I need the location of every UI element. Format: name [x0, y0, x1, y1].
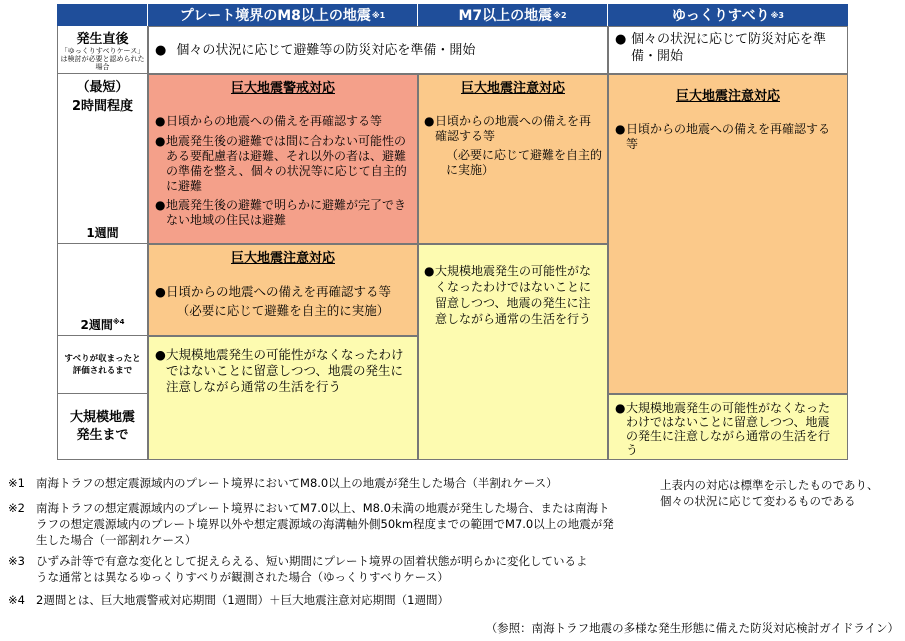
- row-label-2weeks-wrap: [57, 316, 148, 333]
- m7-normal-text: 大規模地震発生の可能性がなくなったわけではないことに留意しつつ、地震の発生に注意しながら通常の生活を行う: [435, 264, 592, 326]
- cell-m8-warning: [148, 74, 418, 244]
- footnote-1: [8, 475, 608, 491]
- row-label-2h-1w: [57, 74, 148, 244]
- side-note: 上表内の対応は標準を示したものであり、個々の状況に応じて変わるものである: [660, 478, 879, 508]
- cell-slow-normal: [608, 394, 848, 460]
- bullet: ●: [424, 264, 435, 278]
- m8-normal-text: 大規模地震発生の可能性がなくなったわけではないことに留意しつつ、地震の発生に注意しながら通常の生活を行う: [166, 347, 404, 394]
- slow-normal-item: [615, 401, 841, 457]
- m8-warning-title: 巨大地震警戒対応: [230, 81, 335, 96]
- cell-m8-advisory: [148, 244, 418, 336]
- bullet: ●: [155, 284, 166, 299]
- cell-m8-normal: [148, 336, 418, 460]
- m8-advisory-b1: 日頃からの地震への備えを再確認する等: [166, 284, 392, 299]
- slow-advisory-b1: 日頃からの地震への備えを再確認する等: [626, 122, 831, 151]
- bullet: ●: [155, 114, 166, 128]
- immediate-slow-text: 個々の状況に応じて防災対応を準備・開始: [631, 32, 827, 64]
- footnote-2: [8, 500, 618, 548]
- row-label-2hours: 2時間程度: [71, 99, 134, 114]
- row-label-immediate-sub: 「ゆっくりすべりケース」は検討が必要と認められた場合: [60, 47, 145, 71]
- m7-advisory-item: [424, 114, 602, 144]
- footnote-1-text: 南海トラフの想定震源域内のプレート境界においてM8.0以上の地震が発生した場合（半割れケース）: [36, 476, 558, 490]
- bullet: ●: [155, 134, 166, 148]
- cell-immediate-m8-m7: [148, 26, 608, 74]
- cell-immediate-slow: [608, 26, 848, 74]
- footnote-3: [8, 553, 598, 585]
- m8-warning-item-1: [155, 114, 411, 129]
- m7-advisory-note: （必要に応じて避難を自主的に実施）: [446, 148, 603, 177]
- slow-advisory-title: 巨大地震注意対応: [675, 89, 780, 104]
- header-slow-note: ※3: [770, 10, 784, 20]
- m8-warning-b1: 日頃からの地震への備えを再確認する等: [166, 114, 383, 128]
- bullet: ●: [615, 122, 626, 136]
- m8-warning-item-2: [155, 134, 411, 194]
- m7-advisory-b1: 日頃からの地震への備えを再確認する等: [435, 114, 592, 143]
- footnote-4-mark: ※4: [8, 593, 25, 607]
- slow-advisory-item: [615, 122, 841, 152]
- header-m8-label: プレート境界のM8以上の地震: [179, 8, 371, 24]
- row-label-2w: [57, 244, 148, 336]
- row-label-until-quake-text: 大規模地震発生まで: [69, 410, 135, 443]
- m8-warning-item-3: [155, 198, 411, 228]
- header-m7: [418, 4, 608, 26]
- m7-advisory-title: 巨大地震注意対応: [460, 81, 565, 96]
- m8-warning-b3: 地震発生後の避難で明らかに避難が完了できない地域の住民は避難: [166, 198, 407, 227]
- bullet: ●: [155, 198, 166, 212]
- m8-normal-item: [155, 347, 411, 395]
- row-label-2weeks: 2週間: [80, 318, 113, 332]
- header-m8-note: ※1: [371, 10, 386, 20]
- footnote-1-mark: ※1: [8, 476, 25, 490]
- row-label-immediate: [57, 26, 148, 74]
- source-citation: （参照：南海トラフ地震の多様な発生形態に備えた防災対応検討ガイドライン）: [485, 621, 899, 635]
- footnote-2-mark: ※2: [8, 501, 25, 515]
- table-header-blank: [57, 4, 148, 26]
- cell-m7-advisory: [418, 74, 608, 244]
- immediate-m8-m7-text: 個々の状況に応じて避難等の防災対応を準備・開始: [176, 42, 476, 58]
- footnote-3-text: ひずみ計等で有意な変化として捉えらえる、短い期間にプレート境界の固着状態が明らかに変化しているような通常とは異なるゆっくりすべりが観測された場合（ゆっくりすべりケース）: [36, 554, 588, 584]
- header-m8: [148, 4, 418, 26]
- row-label-shortest: （最短）: [76, 80, 129, 95]
- bullet: ●: [615, 401, 626, 415]
- m8-advisory-title: 巨大地震注意対応: [230, 251, 335, 266]
- footnote-3-mark: ※3: [8, 554, 25, 568]
- header-slow: [608, 4, 848, 26]
- row-label-until-quake: [57, 394, 148, 460]
- row-label-2weeks-note: ※4: [112, 318, 125, 326]
- row-label-slip-end-text: すべりが収まったと評価されるまで: [64, 353, 141, 376]
- row-label-1week: 1週間: [86, 226, 119, 240]
- slow-normal-text: 大規模地震発生の可能性がなくなったわけではないことに留意しつつ、地震の発生に注意しながら通常の生活を行う: [626, 401, 831, 457]
- header-m7-note: ※2: [553, 10, 567, 20]
- footnote-4-text: 2週間とは、巨大地震警戒対応期間（1週間）＋巨大地震注意対応期間（1週間）: [36, 593, 449, 607]
- m7-normal-item: [424, 263, 602, 327]
- bullet: ●: [155, 347, 166, 362]
- row-label-immediate-main: 発生直後: [76, 32, 129, 47]
- m8-advisory-item: [155, 284, 411, 299]
- m8-warning-b2: 地震発生後の避難では間に合わない可能性のある要配慮者は避難、それ以外の者は、避難の準備を整え、個々の状況等に応じて自主的に避難: [166, 134, 407, 193]
- immediate-slow-item: [615, 31, 841, 65]
- row-label-slip-end: [57, 336, 148, 394]
- header-slow-label: ゆっくりすべり: [672, 8, 770, 24]
- bullet: ●: [615, 32, 627, 47]
- bullet: ●: [424, 114, 435, 128]
- cell-slow-advisory: [608, 74, 848, 394]
- footnote-2-text: 南海トラフの想定震源域内のプレート境界においてM7.0以上、M8.0未満の地震が発生した場合、または南海トラフの想定震源域内のプレート境界以外や想定震源域の海溝軸外側50km程度までの範囲でM7.0以上の地震が発生した場合（一部割れケース）: [36, 501, 614, 547]
- bullet: ●: [155, 42, 167, 58]
- header-m7-label: M7以上の地震: [458, 8, 553, 24]
- m8-advisory-note: （必要に応じて避難を自主的に実施）: [176, 303, 390, 318]
- footnote-4: [8, 592, 608, 608]
- cell-m7-normal: [418, 244, 608, 460]
